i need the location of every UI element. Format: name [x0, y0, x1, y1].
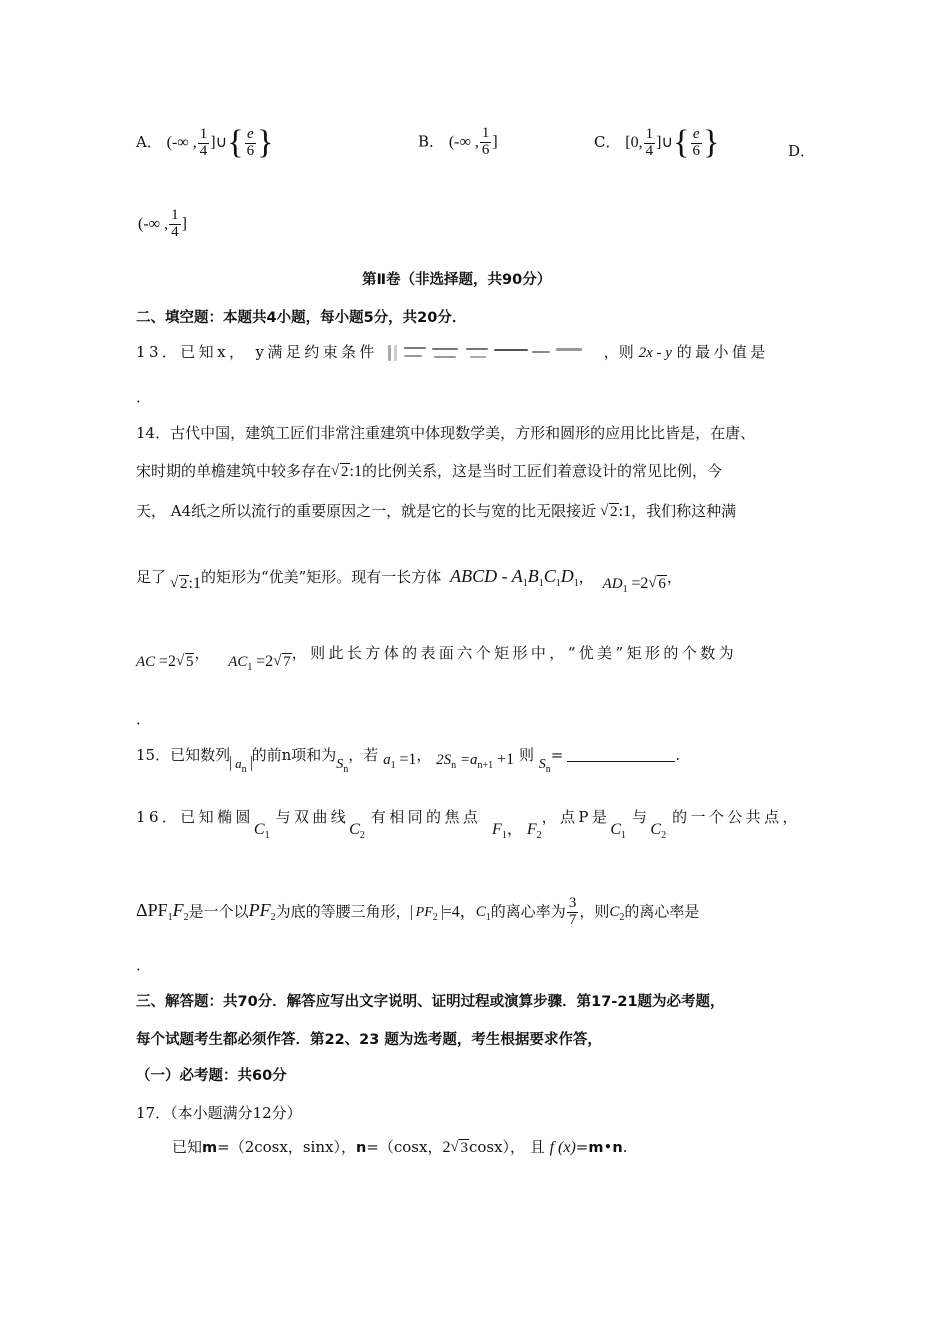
q15-text-c: ，若: [348, 746, 379, 764]
a1-condition: $a_1 =1$: [383, 751, 417, 771]
sqrt-2-ratio: √ 2: [600, 503, 619, 521]
q14-text-f: 的矩形为“优美”矩形。现有一长方体: [200, 568, 442, 586]
q13-dot: ．: [136, 388, 152, 406]
option-a-fraction: $\frac{1}{4}$: [199, 125, 208, 159]
ratio-tail: :1: [349, 463, 362, 480]
constraint-image: [384, 342, 604, 364]
option-c-interval: [0,: [625, 134, 643, 151]
vector-n: n: [612, 1140, 623, 1156]
q13-text: 13．已知x， y满足约束条件: [136, 343, 378, 361]
c1-ref: $C_1$: [610, 821, 626, 841]
option-d-interval: (-∞ ,: [138, 215, 169, 233]
q17-text-a: 已知: [172, 1138, 203, 1156]
q14-text-e: 足了: [136, 568, 167, 586]
option-c-set: $\frac{e}{6}$: [692, 125, 700, 159]
option-c-label: C．: [594, 133, 621, 151]
sqrt-2-ratio: √ 2: [331, 463, 350, 481]
q17-end: .: [622, 1138, 628, 1156]
q16-text-h: 为底的等腰三角形，: [275, 902, 411, 921]
option-a-set: $\frac{e}{6}$: [246, 125, 255, 159]
eccentricity-fraction: $\frac{3}{7}$: [568, 895, 577, 928]
ratio-tail: :1: [188, 575, 201, 592]
q14-text-c: 天， A4纸之所以流行的重要原因之一，就是它的长与宽的比无限接近: [136, 502, 597, 520]
dot-product: •: [603, 1138, 613, 1156]
q14-line5: AC =2√ 5， $AC_1 =2√$ 7，则此长方体的表面六个矩形中，“优美”矩形的个数为: [136, 644, 737, 666]
c1-eccentricity: $C_1$: [475, 904, 491, 924]
triangle-pf1f2: $\Delta PF_1F_2$: [136, 900, 189, 924]
answer-header-2: 每个试题考生都必须作答．第22、23 题为选考题，考生根据要求作答，: [136, 1032, 602, 1048]
ac1-equation: $AC_1 =2√$ 7: [228, 654, 291, 670]
foci: $F_1$， $F_2$: [492, 821, 542, 841]
q13-end: 的最小值是: [676, 343, 769, 361]
q14-text-d: ，我们称这种满: [631, 502, 737, 520]
sequence-an: $a_n$: [230, 756, 252, 771]
option-a-union: ]∪: [210, 134, 228, 151]
vector-n: n: [355, 1140, 367, 1156]
c2-eccentricity: $C_2$: [609, 904, 625, 924]
option-a-label: A．: [136, 133, 162, 151]
option-b-label: B．: [418, 132, 445, 151]
q13-then: ，则: [603, 343, 634, 361]
option-c-fraction: $\frac{1}{4}$: [645, 125, 654, 159]
option-c-union: ]∪: [656, 134, 674, 151]
ratio-tail: :1: [618, 503, 632, 520]
q16-text-e: 与: [631, 808, 651, 826]
q15-end: .: [675, 746, 681, 764]
option-a-interval: (-∞ ,: [166, 134, 197, 151]
q17-body: [172, 1138, 627, 1157]
q16-line2: [136, 896, 699, 929]
required-header: （一）必考题：共60分: [136, 1068, 287, 1084]
c2-ref: $C_2$: [650, 821, 667, 841]
option-d-body: [138, 208, 187, 241]
coef-two: 2: [442, 1139, 451, 1156]
ac-equation: AC =2√ 5: [136, 654, 194, 670]
q15-eq: =: [550, 746, 564, 764]
function-f: f (x): [549, 1139, 576, 1156]
q14-text-b: 的比例关系，这是当时工匠们着意设计的常见比例，今: [361, 462, 722, 480]
option-b-interval: (-∞ ,: [448, 133, 479, 151]
q17-text-d: cosx）， 且: [468, 1138, 545, 1156]
q15-text-b: 的前n项和为: [251, 746, 337, 764]
question-13: [136, 342, 769, 364]
option-d-fraction: $\frac{1}{4}$: [171, 207, 179, 240]
q16-text-j: ，则: [579, 902, 610, 921]
q16-text-k: 的离心率是: [624, 902, 700, 921]
option-b-fraction: $\frac{1}{6}$: [481, 125, 490, 158]
vector-m: m: [588, 1140, 604, 1156]
q15-sep: ，: [416, 746, 432, 764]
sqrt-2-ratio: √ 2: [170, 575, 189, 593]
q13-expression: 2x - y: [638, 345, 672, 361]
abs-value: =4，: [442, 903, 476, 921]
q16-line1: [136, 808, 801, 841]
q16-text-f: 的一个公共点，: [672, 808, 801, 826]
q14-dot: ．: [136, 710, 152, 728]
option-b: [418, 126, 498, 159]
q14-line4: 足了√ 2:1的矩形为“优美”矩形。现有一长方体 ABCD - $A_1B_1C_1D_1$， $AD_1 =2√$ 6，: [136, 566, 682, 590]
q14-line3: [136, 502, 736, 521]
q14-line2: [136, 462, 722, 481]
pf2-base: $PF_2$: [248, 900, 276, 924]
q16-text-g: 是一个以: [188, 902, 249, 921]
q16-text-a: 16．已知椭圆: [136, 808, 254, 826]
option-d-label: D．: [788, 142, 816, 160]
sqrt-3: √ 3: [450, 1139, 469, 1157]
question-15: [136, 746, 681, 775]
sum-sn-answer: $S_n$: [538, 757, 551, 775]
section-title: 第Ⅱ卷（非选择题，共90分）: [362, 272, 552, 288]
abs-pf2: $PF_2$: [411, 905, 443, 920]
q16-text-c: 有相同的焦点: [370, 808, 482, 826]
option-a: A． (-∞ , $\frac{1}{4}$ ]∪{ $\frac{e}{6}$ }: [136, 124, 274, 161]
q15-then: 则: [514, 746, 534, 764]
vector-m: m: [202, 1140, 218, 1156]
q17-text-b: =（2cosx，sinx），: [217, 1138, 356, 1156]
sum-sn: $S_n$: [336, 757, 349, 775]
q17-text-c: =（cosx，: [366, 1138, 443, 1156]
cuboid-name: ABCD - $A_1B_1C_1D_1$: [450, 566, 579, 589]
option-b-bracket: ]: [492, 133, 498, 151]
q14-line1: 14．古代中国，建筑工匠们非常注重建筑中体现数学美，方形和圆形的应用比比皆是，在唐、: [136, 424, 756, 442]
option-c: C． [0, $\frac{1}{4}$ ]∪{ $\frac{e}{6}$ }: [594, 124, 720, 161]
q16-dot: ．: [136, 956, 152, 974]
ellipse-c1: $C_1$: [253, 821, 270, 841]
answer-header-1: 三、解答题：共70分．解答应写出文字说明、证明过程或演算步骤．第17-21题为必考题，: [136, 994, 725, 1010]
q15-text-a: 15．已知数列: [136, 746, 231, 764]
q16-text-i: 的离心率为: [490, 902, 566, 921]
option-d-bracket: ]: [181, 215, 187, 233]
answer-blank: [567, 751, 675, 762]
fill-in-header: 二、填空题：本题共4小题，每小题5分，共20分．: [136, 310, 467, 326]
q16-text-b: 与双曲线: [275, 808, 350, 826]
q17-title: 17．（本小题满分12分）: [136, 1104, 302, 1122]
q16-text-d: ，点P是: [541, 808, 611, 826]
hyperbola-c2: $C_2$: [349, 821, 365, 841]
q14-text-a: 宋时期的单檐建筑中较多存在: [136, 462, 332, 480]
q17-eq: =: [575, 1138, 589, 1156]
q14-text-g: ，则此长方体的表面六个矩形中，“优美”矩形的个数为: [291, 644, 738, 662]
recurrence: $2S_n =a_{n+1} +1$: [436, 751, 515, 771]
ad1-equation: $AD_1 =2√$ 6: [603, 576, 667, 592]
